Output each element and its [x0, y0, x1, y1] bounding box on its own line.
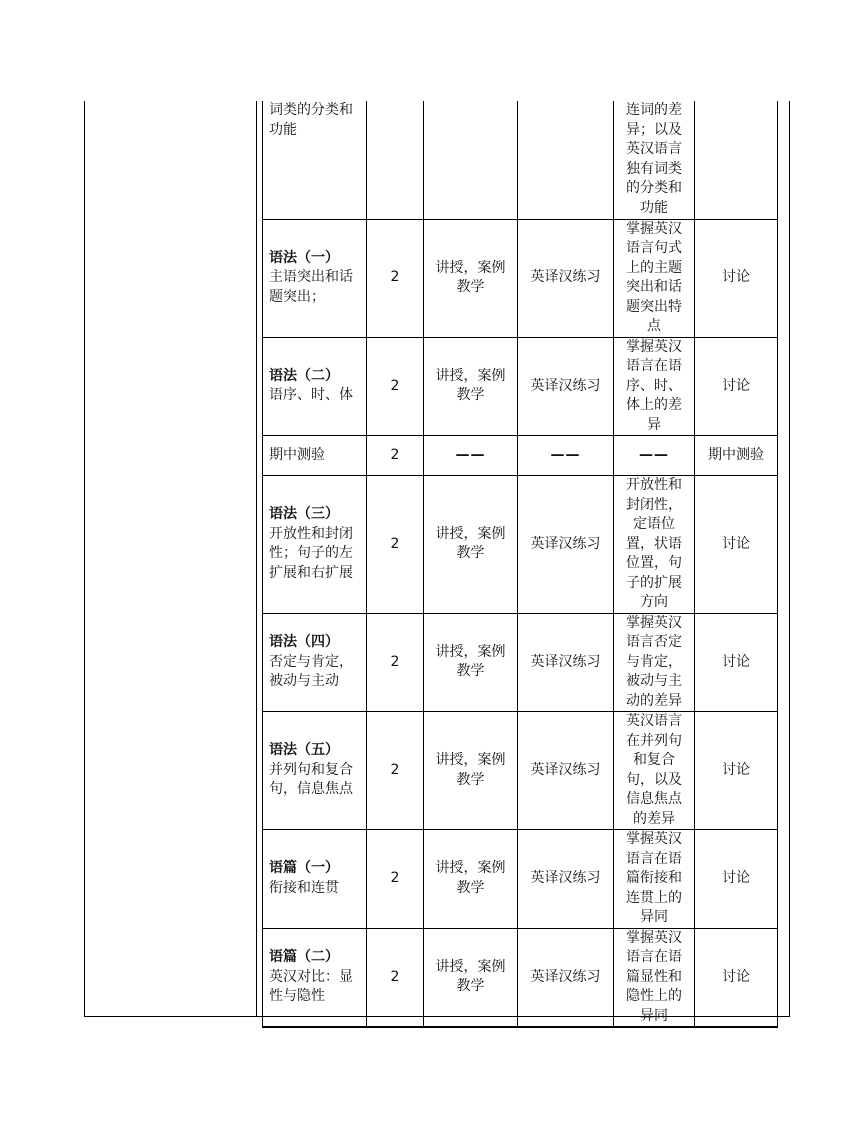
method-cell: 讲授，案例教学: [424, 219, 518, 337]
hours-cell: 2: [367, 337, 424, 436]
topic-title: 语法（四）: [269, 634, 339, 650]
table-row: [263, 337, 778, 436]
hours-cell: [367, 101, 424, 219]
remark-cell: 讨论: [695, 928, 778, 1027]
hours-cell: 2: [367, 476, 424, 614]
topic-description: 英汉对比：显性与隐性: [269, 968, 353, 1004]
method-cell: 讲授，案例教学: [424, 928, 518, 1027]
topic-title: 语法（二）: [269, 367, 339, 384]
topic-description: 衔接和连贯: [269, 879, 339, 896]
topic-title: 语法（五）: [269, 742, 339, 759]
topic-description: 期中测验: [269, 446, 325, 463]
topic-cell: [263, 436, 367, 476]
remark-cell: [695, 101, 778, 219]
goal-cell: 掌握英汉语言在语篇衔接和连贯上的异同: [614, 830, 695, 929]
topic-title: 语法（三）: [269, 506, 339, 523]
method-cell: 讲授，案例教学: [424, 830, 518, 929]
hours-cell: 2: [367, 712, 424, 830]
topic-cell: [263, 712, 367, 830]
topic-description: 语序、时、体: [269, 387, 353, 404]
hours-cell: 2: [367, 436, 424, 476]
topic-cell: [263, 101, 367, 219]
hours-cell: 2: [367, 613, 424, 712]
syllabus-table: [262, 101, 778, 1028]
topic-description: 否定与肯定，被动与主动: [269, 653, 353, 689]
table-row: [263, 436, 778, 476]
remark-cell: 讨论: [695, 613, 778, 712]
topic-cell: [263, 219, 367, 337]
practice-cell: 英译汉练习: [518, 337, 614, 436]
goal-cell: 英汉语言在并列句和复合句，以及信息焦点的差异: [614, 712, 695, 830]
practice-cell: 英译汉练习: [518, 219, 614, 337]
table-row: [263, 476, 778, 614]
practice-cell: ——: [518, 436, 614, 476]
method-cell: 讲授，案例教学: [424, 337, 518, 436]
goal-cell: 掌握英汉语言在语序、时、体上的差异: [614, 337, 695, 436]
hours-cell: 2: [367, 830, 424, 929]
method-cell: [424, 101, 518, 219]
goal-cell: 开放性和封闭性，定语位置，状语位置，句子的扩展方向: [614, 476, 695, 614]
topic-description: 并列句和复合句，信息焦点: [269, 761, 353, 798]
table-row: [263, 830, 778, 929]
topic-cell: [263, 476, 367, 614]
topic-cell: [263, 928, 367, 1027]
topic-description: 主语突出和话题突出；: [269, 269, 353, 305]
hours-cell: 2: [367, 219, 424, 337]
practice-cell: 英译汉练习: [518, 712, 614, 830]
topic-cell: [263, 830, 367, 929]
method-cell: ——: [424, 436, 518, 476]
table-row: [263, 712, 778, 830]
topic-description: 开放性和封闭性；句子的左扩展和右扩展: [269, 525, 353, 581]
remark-cell: 讨论: [695, 712, 778, 830]
practice-cell: 英译汉练习: [518, 928, 614, 1027]
practice-cell: 英译汉练习: [518, 613, 614, 712]
remark-cell: 讨论: [695, 830, 778, 929]
goal-cell: 连词的差异；以及英汉语言独有词类的分类和功能: [614, 101, 695, 219]
hours-cell: 2: [367, 928, 424, 1027]
practice-cell: [518, 101, 614, 219]
goal-cell: 掌握英汉语言句式上的主题突出和话题突出特点: [614, 219, 695, 337]
method-cell: 讲授，案例教学: [424, 712, 518, 830]
topic-cell: [263, 613, 367, 712]
goal-cell: 掌握英汉语言在语篇显性和隐性上的异同: [614, 928, 695, 1027]
goal-cell: ——: [614, 436, 695, 476]
remark-cell: 讨论: [695, 337, 778, 436]
method-cell: 讲授，案例教学: [424, 613, 518, 712]
outer-column-divider: [256, 101, 257, 1017]
topic-description: 词类的分类和功能: [269, 102, 353, 138]
remark-cell: 讨论: [695, 219, 778, 337]
table-row: [263, 101, 778, 219]
topic-cell: [263, 337, 367, 436]
topic-title: 语法（一）: [269, 249, 339, 266]
table-row: [263, 613, 778, 712]
table-row: [263, 928, 778, 1027]
practice-cell: 英译汉练习: [518, 476, 614, 614]
remark-cell: 期中测验: [695, 436, 778, 476]
goal-cell: 掌握英汉语言否定与肯定，被动与主动的差异: [614, 613, 695, 712]
remark-cell: 讨论: [695, 476, 778, 614]
topic-title: 语篇（二）: [269, 949, 339, 965]
topic-title: 语篇（一）: [269, 860, 339, 877]
table-row: [263, 219, 778, 337]
practice-cell: 英译汉练习: [518, 830, 614, 929]
method-cell: 讲授，案例教学: [424, 476, 518, 614]
